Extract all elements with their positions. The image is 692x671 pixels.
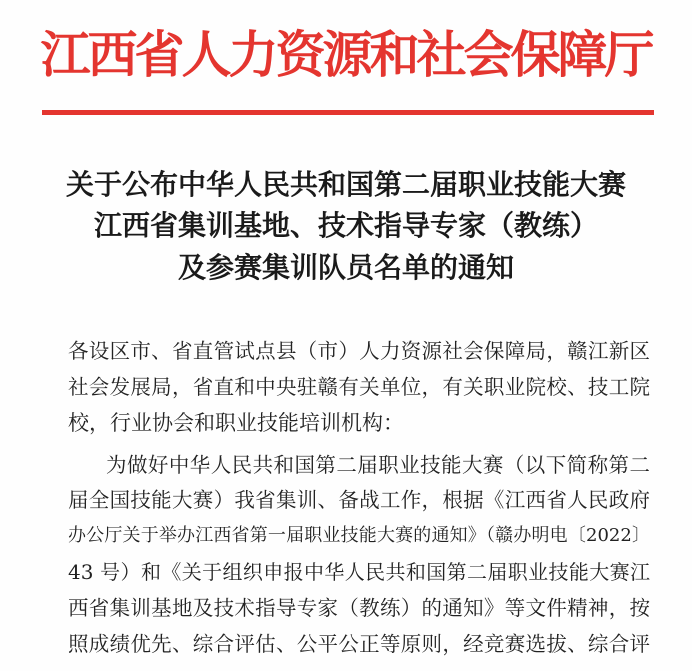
paragraph-line-4: 43 号）和《关于组织申报中华人民共和国第二届职业技能大赛江 xyxy=(68,560,650,584)
paragraph-line-2: 届全国技能大赛）我省集训、备战工作，根据《江西省人民政府 xyxy=(68,488,650,512)
notice-title-line-3: 及参赛集训队员名单的通知 xyxy=(177,251,514,284)
notice-title-line-1: 关于公布中华人民共和国第二届职业技能大赛 xyxy=(65,168,626,201)
notice-title-line-2: 江西省集训基地、技术指导专家（教练） xyxy=(93,209,598,242)
paragraph-line-3: 办公厅关于举办江西省第一届职业技能大赛的通知》（赣办明电〔2022〕 xyxy=(68,525,650,546)
addressee-line-2: 社会发展局，省直和中央驻赣有关单位，有关职业院校、技工院 xyxy=(68,375,650,399)
agency-letterhead: 江西省人力资源和社会保障厅 xyxy=(40,25,652,84)
addressee-line-3: 校，行业协会和职业技能培训机构： xyxy=(68,411,404,435)
paragraph-line-6: 照成绩优先、综合评估、公平公正等原则，经竞赛选拔、综合评 xyxy=(68,632,650,656)
paragraph-line-1: 为做好中华人民共和国第二届职业技能大赛（以下简称第二 xyxy=(106,453,650,477)
addressee-line-1: 各设区市、省直管试点县（市）人力资源社会保障局，赣江新区 xyxy=(68,339,650,363)
letterhead-divider xyxy=(42,110,654,115)
paragraph-line-5: 西省集训基地及技术指导专家（教练）的通知》等文件精神，按 xyxy=(68,596,650,620)
